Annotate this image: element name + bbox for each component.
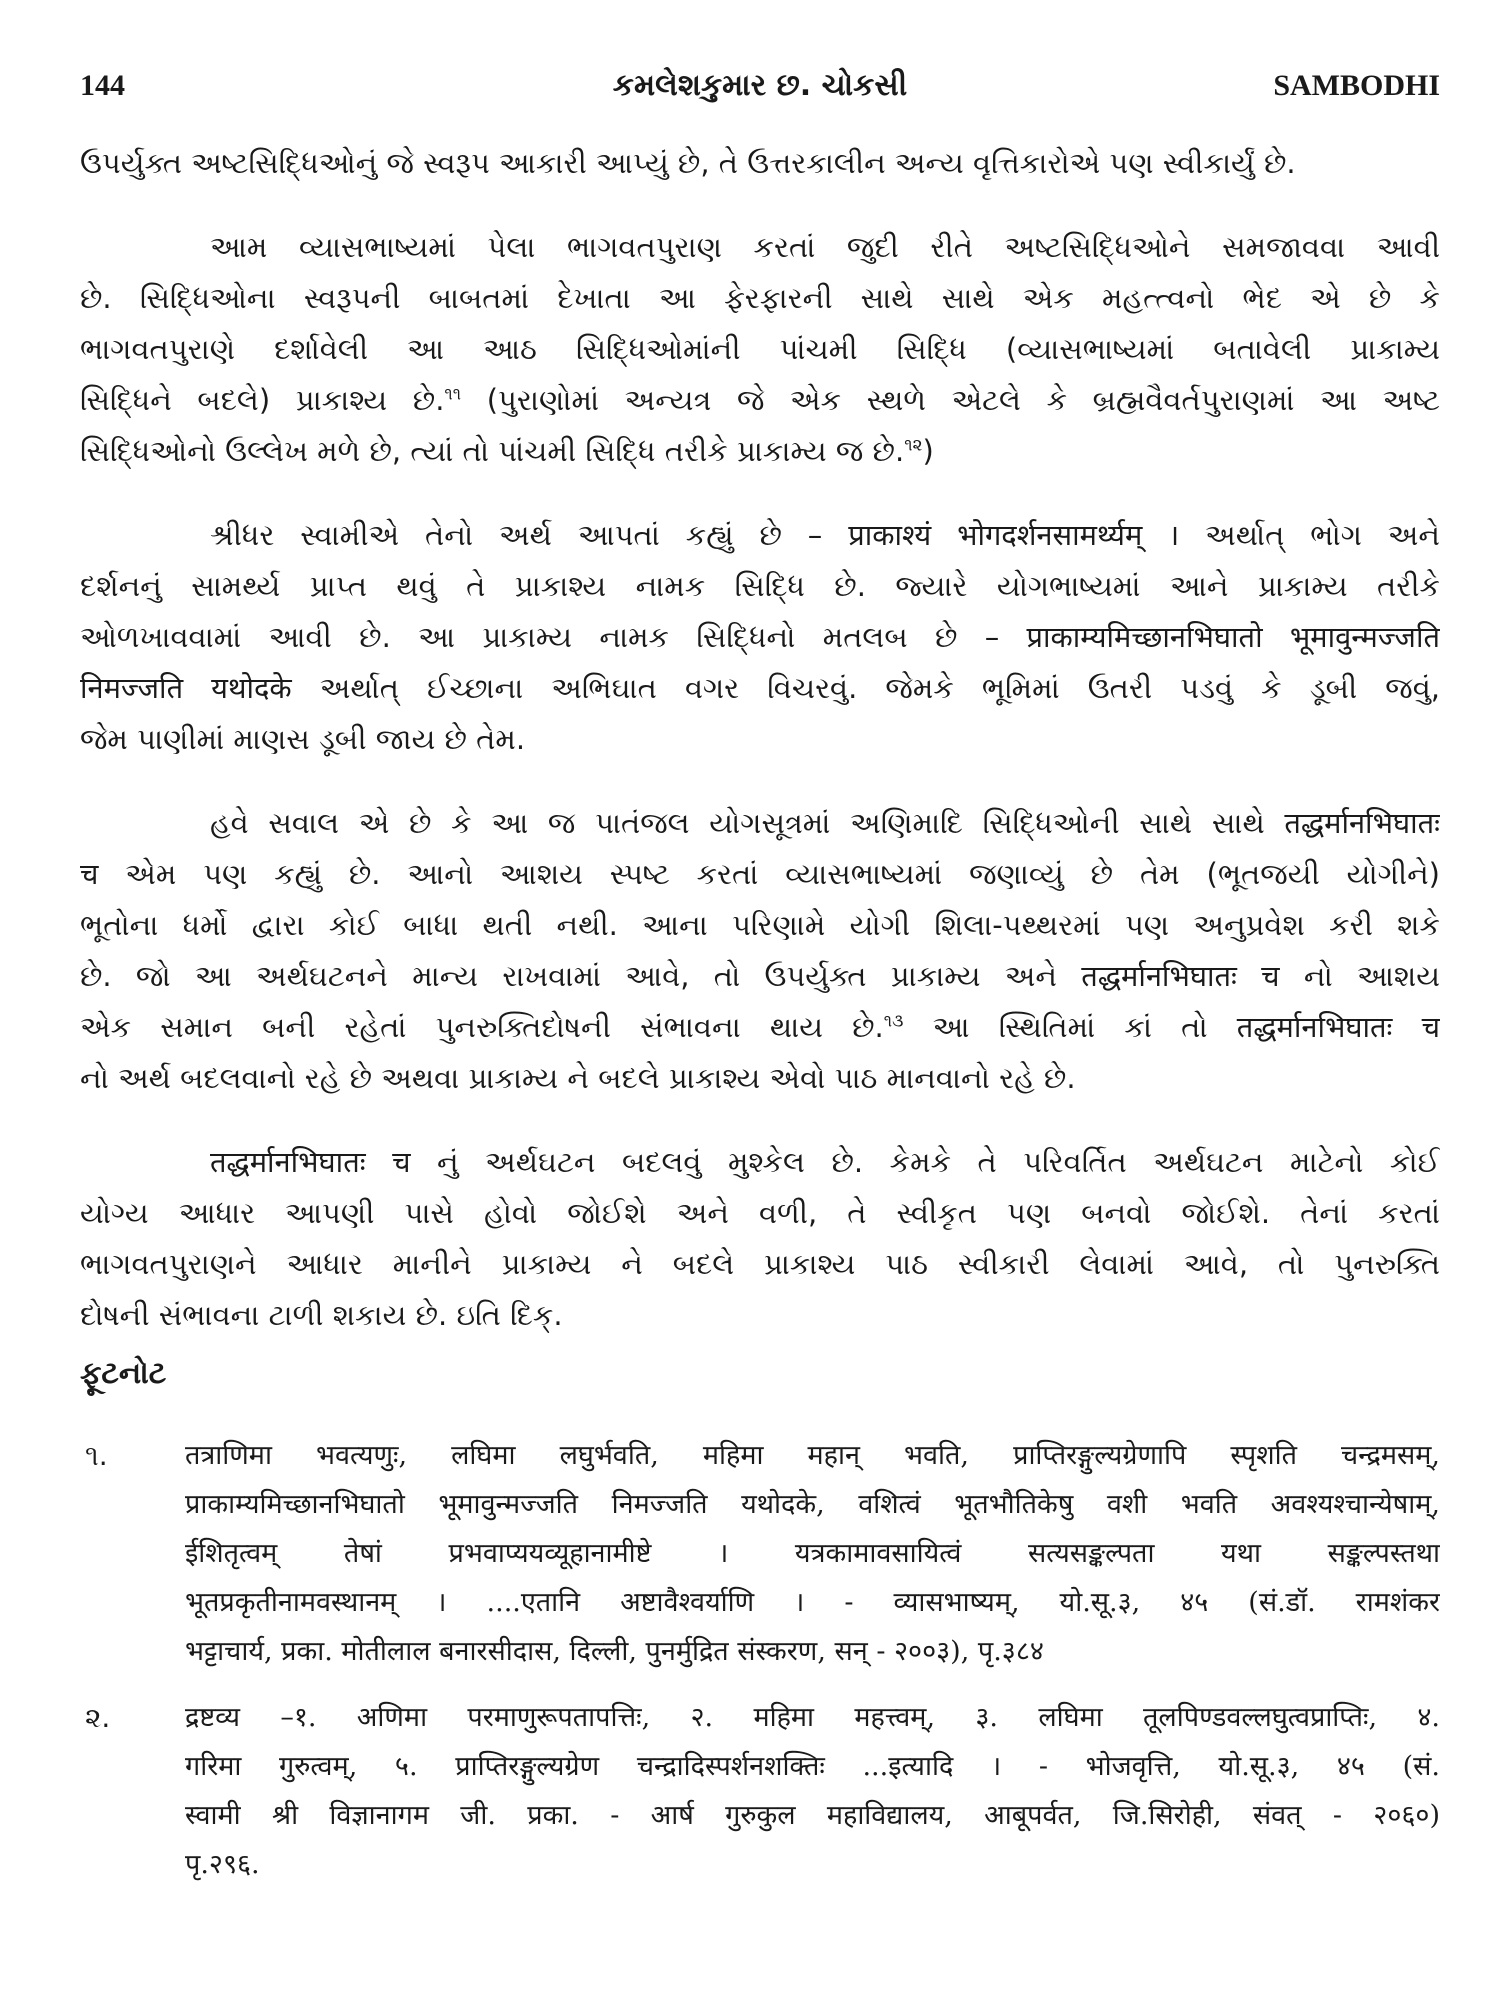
- footnote-ref: ૧૩: [883, 1011, 904, 1032]
- text-segment: યોગ્ય આધાર આપણી પાસે હોવો જોઈશે અને વળી, તે સ્વીકૃત પણ બનવો જોઈશે. તેનાં કરતાં: [80, 1196, 1440, 1230]
- text-segment: આ સ્થિતિમાં કાં તો तद्धर्मानभिघातः च: [903, 1010, 1440, 1044]
- paragraph: [80, 138, 1440, 189]
- text-line: [80, 612, 1440, 663]
- text-segment: હવે સવાલ એ છે કે આ જ પાતંજલ યોગસૂત્રમાં અણિમાદિ સિદ્ધિઓની સાથે સાથે तद्धर्मानभिघातः: [210, 806, 1440, 840]
- text-line: [80, 1290, 1440, 1341]
- text-line: [80, 510, 1440, 561]
- text-segment: દોષની સંભાવના ટાળી શકાય છે. ઇતિ દિક્.: [80, 1298, 563, 1332]
- text-line: [80, 714, 1440, 765]
- footnote-number: ૧.: [85, 1439, 108, 1472]
- text-segment: ઉપર્યુક્ત અષ્ટસિદ્ધિઓનું જે સ્વરૂપ આકારી આપ્યું છે, તે ઉત્તરકાલીન અન્ય વૃત્તિકારોએ પણ સ્વીકાર્યું છે.: [80, 146, 1296, 180]
- footnote-line: भट्टाचार्य, प्रका. मोतीलाल बनारसीदास, दिल्ली, पुनर्मुद्रित संस्करण, सन् - २००३), पृ.३८४: [185, 1636, 1044, 1667]
- footnote-line: ईशितृत्वम् तेषां प्रभवाप्ययव्यूहानामीष्टे । यत्रकामावसायित्वं सत्यसङ्कल्पता यथा सङ्कल्पस्तथा: [185, 1538, 1440, 1569]
- text-segment: ઓળખાવવામાં આવી છે. આ પ્રાકામ્ય નામક સિદ્ધિનો મતલબ છે – प्राकाम्यमिच्छानभिघातो भूमावुन्मज्जति: [80, 620, 1440, 654]
- footnote: [80, 1431, 1440, 1676]
- text-segment: निमज्जति यथोदके અર્થાત્ ઈચ્છાના અભિઘાત વગર વિચરવું. જેમકે ભૂમિમાં ઉતરી પડવું કે ડૂબી જવું,: [80, 671, 1440, 705]
- text-line: [80, 1239, 1440, 1290]
- footnote-line: तत्राणिमा भवत्यणुः, लघिमा लघुर्भवति, महिमा महान् भवति, प्राप्तिरङ्गुल्यग्रेणापि स्पृशति चन्द्रमसम्,: [185, 1440, 1440, 1471]
- paragraphs: [80, 138, 1440, 1341]
- text-segment: છે. સિદ્ધિઓના સ્વરૂપની બાબતમાં દેખાતા આ ફેરફારની સાથે સાથે એક મહત્ત્વનો ભેદ એ છે કે: [80, 281, 1440, 315]
- text-line: [80, 951, 1440, 1002]
- text-segment: ): [922, 434, 934, 468]
- text-line: [80, 324, 1440, 375]
- running-title: કમલેશકુમાર છ. ચોકસી: [612, 68, 908, 103]
- footnote: [80, 1693, 1440, 1889]
- footnote-ref: ૧૨: [904, 435, 923, 456]
- paragraph: [80, 1137, 1440, 1341]
- footnote-line: गरिमा गुरुत्वम्, ५. प्राप्तिरङ्गुल्यग्रेण चन्द्रादिस्पर्शनशक्तिः ...इत्यादि । - भोजवृत्ति, यो.सू.३, ४५ (सं.: [185, 1751, 1440, 1782]
- text-segment: છે. જો આ અર્થઘટનને માન્ય રાખવામાં આવે, તો ઉપર્યુક્ત પ્રાકામ્ય અને तद्धर्मानभिघातः च નો આશય: [80, 959, 1440, 993]
- text-line: [80, 1053, 1440, 1104]
- text-segment: (પુરાણોમાં અન્યત્ર જે એક સ્થળે એટલે કે બ્રહ્મવૈવર્તપુરાણમાં આ અષ્ટ: [461, 383, 1440, 417]
- text-line: [80, 561, 1440, 612]
- text-line: [80, 273, 1440, 324]
- footnote-line: पृ.२९६.: [185, 1849, 260, 1880]
- text-line: [80, 138, 1440, 189]
- text-line: [80, 663, 1440, 714]
- footnote-number: ૨.: [85, 1701, 111, 1734]
- text-segment: ભાગવતપુરાણને આધાર માનીને પ્રાકામ્ય ને બદલે પ્રાકાશ્ય પાઠ સ્વીકારી લેવામાં આવે, તો પુનરુક્તિ: [80, 1247, 1440, 1281]
- footnote-ref: ૧૧: [444, 384, 462, 405]
- text-segment: શ્રીધર સ્વામીએ તેનો અર્થ આપતાં કહ્યું છે – प्राकाश्यं भोगदर्शनसामर्थ्यम् । અર્થાત્ ભોગ અને: [210, 518, 1440, 552]
- journal-name: SAMBODHI: [1273, 69, 1440, 102]
- paragraph: [80, 798, 1440, 1104]
- text-line: [80, 900, 1440, 951]
- text-segment: तद्धर्मानभिघातः च નું અર્થઘટન બદલવું મુશ્કેલ છે. કેમકે તે પરિવર્તિત અર્થઘટન માટેનો કોઈ: [210, 1145, 1440, 1179]
- text-line: [80, 1137, 1440, 1188]
- page-number: 144: [80, 69, 125, 102]
- text-line: [80, 1188, 1440, 1239]
- text-segment: સિદ્ધિને બદલે) પ્રાકાશ્ય છે.: [80, 383, 445, 417]
- text-line: [80, 849, 1440, 900]
- footnotes-heading: ફૂટનોટ: [80, 1356, 167, 1391]
- text-segment: જેમ પાણીમાં માણસ ડૂબી જાય છે તેમ.: [80, 722, 526, 756]
- footnote-line: द्रष्टव्य –१. अणिमा परमाणुरूपतापत्तिः, २. महिमा महत्त्वम्, ३. लघिमा तूलपिण्डवल्लघुत्वप्राप्तिः, ४.: [185, 1702, 1440, 1733]
- text-segment: ભૂતોના ધર્મો દ્વારા કોઈ બાધા થતી નથી. આના પરિણામે યોગી શિલા-પથ્થરમાં પણ અનુપ્રવેશ કરી શકે: [80, 908, 1440, 942]
- footnotes-list: [80, 1431, 1440, 1889]
- text-segment: દર્શનનું સામર્થ્ય પ્રાપ્ત થવું તે પ્રાકાશ્ય નામક સિદ્ધિ છે. જ્યારે યોગભાષ્યમાં આને પ્રાકામ્ય તરીકે: [80, 569, 1440, 603]
- text-segment: નો અર્થ બદલવાનો રહે છે અથવા પ્રાકામ્ય ને બદલે પ્રાકાશ્ય એવો પાઠ માનવાનો રહે છે.: [80, 1061, 1076, 1095]
- text-line: [80, 426, 1440, 477]
- footnote-line: स्वामी श्री विज्ञानागम जी. प्रका. - आर्ष गुरुकुल महाविद्यालय, आबूपर्वत, जि.सिरोही, संवत् - २०६०): [185, 1800, 1440, 1831]
- page-header: [80, 64, 1440, 108]
- paragraph: [80, 222, 1440, 477]
- text-segment: ભાગવતપુરાણે દર્શાવેલી આ આઠ સિદ્ધિઓમાંની પાંચમી સિદ્ધિ (વ્યાસભાષ્યમાં બતાવેલી પ્રાકામ્ય: [80, 332, 1440, 366]
- article-body: [80, 138, 1440, 1889]
- text-segment: આમ વ્યાસભાષ્યમાં પેલા ભાગવતપુરાણ કરતાં જુદી રીતે અષ્ટસિદ્ધિઓને સમજાવવા આવી: [210, 230, 1440, 264]
- text-line: [80, 1002, 1440, 1053]
- footnote-line: भूतप्रकृतीनामवस्थानम् । ....एतानि अष्टावैश्वर्याणि । - व्यासभाष्यम्, यो.सू.३, ४५ (सं.डॉ. रामशंकर: [185, 1587, 1440, 1618]
- text-segment: च એમ પણ કહ્યું છે. આનો આશય સ્પષ્ટ કરતાં વ્યાસભાષ્યમાં જણાવ્યું છે તેમ (ભૂતજયી યોગીને): [80, 857, 1440, 891]
- text-line: [80, 375, 1440, 426]
- footnote-line: प्राकाम्यमिच्छानभिघातो भूमावुन्मज्जति निमज्जति यथोदके, वशित्वं भूतभौतिकेषु वशी भवति अवश्यश्चान्येषाम्,: [185, 1489, 1440, 1520]
- text-line: [80, 222, 1440, 273]
- text-segment: એક સમાન બની રહેતાં પુનરુક્તિદોષની સંભાવના થાય છે.: [80, 1010, 884, 1044]
- text-segment: સિદ્ધિઓનો ઉલ્લેખ મળે છે, ત્યાં તો પાંચમી સિદ્ધિ તરીકે પ્રાકામ્ય જ છે.: [80, 434, 905, 468]
- text-line: [80, 798, 1440, 849]
- paragraph: [80, 510, 1440, 765]
